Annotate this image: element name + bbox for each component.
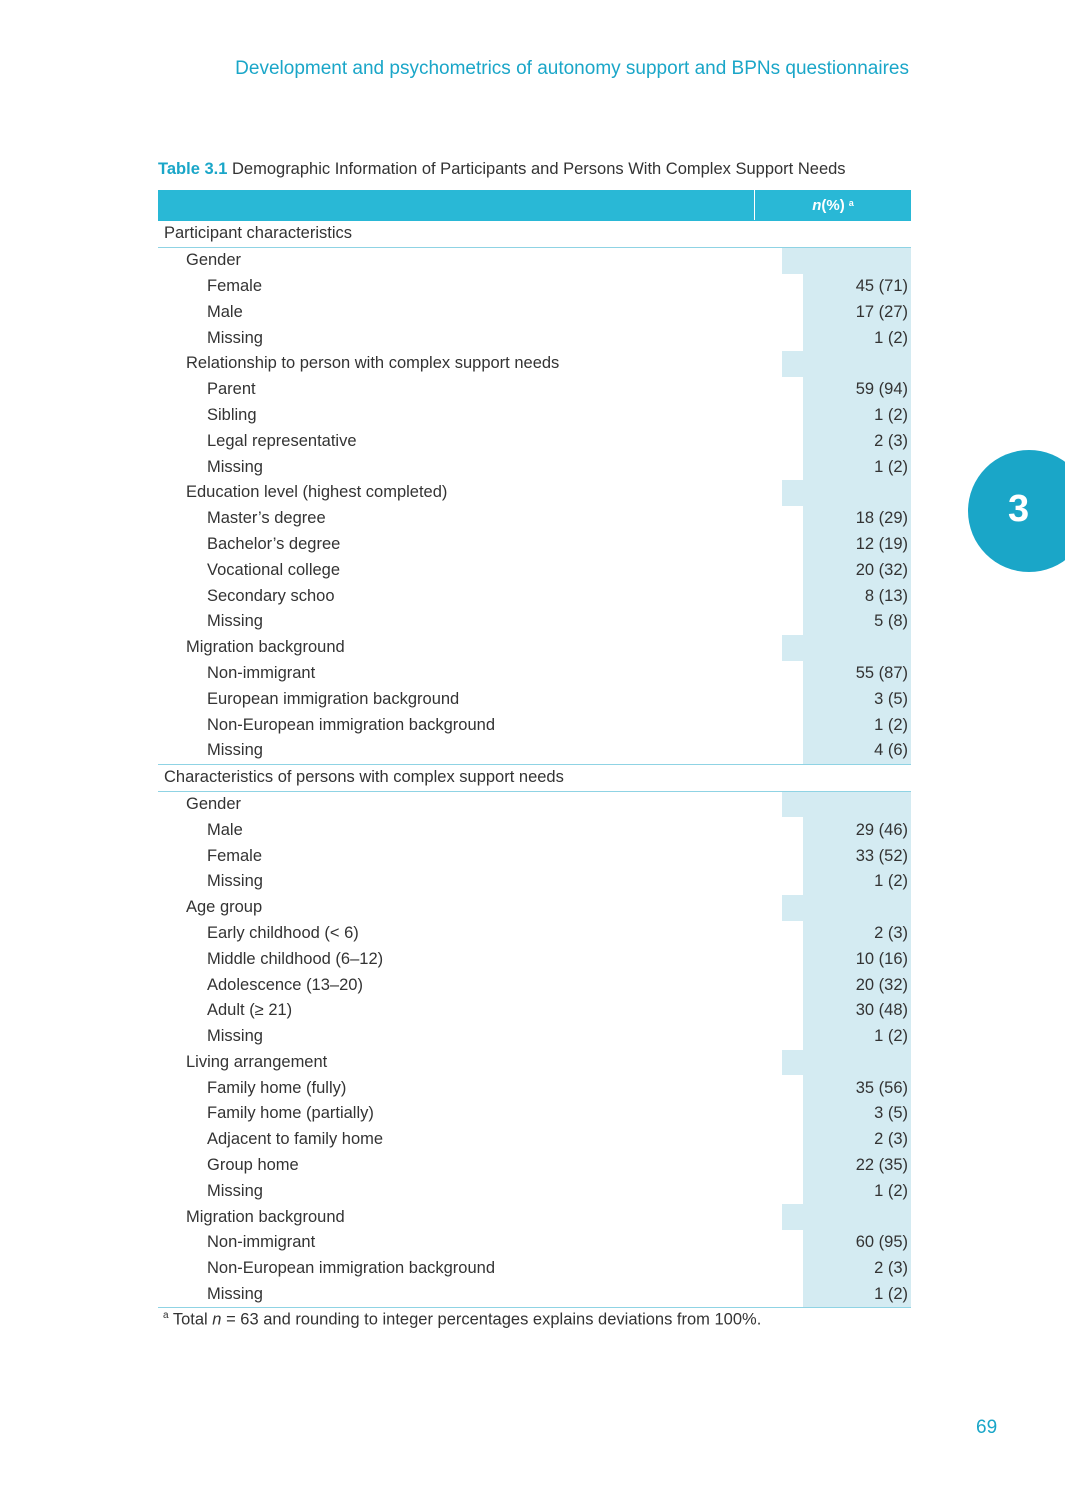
table-label: Table 3.1: [158, 160, 228, 178]
table-row: [158, 1153, 911, 1179]
table-row: [158, 428, 911, 454]
row-value-cell: [803, 869, 911, 895]
row-value: 1 (2): [874, 1027, 908, 1046]
table-row: [158, 325, 911, 351]
chapter-number: 3: [1008, 488, 1030, 530]
table-body: [158, 221, 911, 1308]
table-row: [158, 712, 911, 738]
row-value-cell: [803, 1282, 911, 1308]
row-value-cell: [803, 532, 911, 558]
row-value: 20 (32): [855, 975, 908, 994]
row-value: 55 (87): [855, 663, 908, 682]
row-value-cell: [803, 843, 911, 869]
row-value-cell: [803, 609, 911, 635]
row-value: 3 (5): [874, 689, 908, 708]
row-value: 1 (2): [874, 328, 908, 347]
row-value: 59 (94): [855, 380, 908, 399]
table-row: [158, 869, 911, 895]
row-label: Parent: [207, 380, 256, 399]
row-value-cell: [803, 712, 911, 738]
table-group-row: [158, 1050, 911, 1076]
row-value: 2 (3): [874, 1130, 908, 1149]
row-value: 1 (2): [874, 1285, 908, 1304]
table-row: [158, 1127, 911, 1153]
table-row: [158, 1024, 911, 1050]
row-value: 4 (6): [874, 741, 908, 760]
row-label: Living arrangement: [186, 1052, 328, 1071]
table-title: Demographic Information of Participants and Persons With Complex Support Needs: [232, 160, 846, 178]
row-value-cell: [803, 738, 911, 764]
row-value-cell: [803, 428, 911, 454]
row-label: Sibling: [207, 405, 257, 424]
row-value-cell: [803, 274, 911, 300]
row-value: 3 (5): [874, 1104, 908, 1123]
table-header-row: [158, 190, 911, 221]
row-value-cell: [803, 1075, 911, 1101]
header-percent: (%): [821, 196, 845, 214]
row-value-cell: [803, 817, 911, 843]
row-value: 22 (35): [855, 1156, 908, 1175]
footnote-marker: a: [163, 1310, 169, 1321]
row-label: Family home (partially): [207, 1104, 374, 1123]
row-label: Characteristics of persons with complex support needs: [164, 768, 564, 787]
row-value-cell: [803, 506, 911, 532]
row-label: Missing: [207, 612, 263, 631]
header-footnote-marker: a: [848, 198, 854, 208]
row-label: European immigration background: [207, 689, 460, 708]
row-label: Missing: [207, 1181, 263, 1200]
table-row: [158, 686, 911, 712]
page-number: 69: [976, 1417, 998, 1438]
table-row: [158, 1101, 911, 1127]
row-label: Participant characteristics: [164, 224, 352, 243]
row-label: Secondary schoo: [207, 586, 335, 605]
table-footnote: [163, 1310, 761, 1330]
table-section-row: [158, 765, 911, 792]
table-row: [158, 817, 911, 843]
row-value: 5 (8): [874, 612, 908, 631]
row-value-cell: [803, 377, 911, 403]
footnote-text: = 63 and rounding to integer percentages explains deviations from 100%.: [221, 1310, 762, 1329]
table-row: [158, 921, 911, 947]
row-label: Adolescence (13–20): [207, 975, 363, 994]
table-row: [158, 738, 911, 765]
chapter-tab: [968, 450, 1065, 572]
table-row: [158, 1075, 911, 1101]
row-label: Education level (highest completed): [186, 483, 448, 502]
footnote-n: n: [212, 1310, 222, 1329]
header-value-cell: [755, 190, 911, 220]
row-value-cell: [803, 1230, 911, 1256]
row-value: 1 (2): [874, 872, 908, 891]
row-value: 2 (3): [874, 431, 908, 450]
table-row: [158, 506, 911, 532]
table-row: [158, 532, 911, 558]
row-value-cell: [803, 946, 911, 972]
header-label-cell: [158, 190, 754, 220]
row-label: Male: [207, 820, 243, 839]
row-label: Missing: [207, 328, 263, 347]
table-caption: [158, 160, 918, 179]
row-label: Female: [207, 846, 263, 865]
row-label: Migration background: [186, 638, 345, 657]
row-value: 29 (46): [855, 820, 908, 839]
row-value: 2 (3): [874, 1259, 908, 1278]
row-value-cell: [803, 325, 911, 351]
table-row: [158, 1230, 911, 1256]
demographics-table: [158, 190, 911, 1308]
row-value: 8 (13): [864, 586, 908, 605]
row-value-cell: [803, 661, 911, 687]
row-value-cell: [803, 998, 911, 1024]
row-label: Adult (≥ 21): [207, 1001, 293, 1020]
table-row: [158, 609, 911, 635]
table-row: [158, 403, 911, 429]
row-label: Master’s degree: [207, 509, 326, 528]
row-value: 35 (56): [855, 1078, 908, 1097]
row-label: Age group: [186, 898, 263, 917]
row-label: Group home: [207, 1156, 299, 1175]
row-value-cell: [803, 454, 911, 480]
row-label: Vocational college: [207, 560, 341, 579]
row-value-cell: [803, 1153, 911, 1179]
table-group-row: [158, 351, 911, 377]
row-value-cell: [782, 248, 911, 274]
row-label: Migration background: [186, 1207, 345, 1226]
row-label: Gender: [186, 794, 242, 813]
row-value-cell: [803, 299, 911, 325]
table-group-row: [158, 895, 911, 921]
row-label: Family home (fully): [207, 1078, 347, 1097]
row-value-cell: [782, 1204, 911, 1230]
row-value: 1 (2): [874, 715, 908, 734]
table-row: [158, 972, 911, 998]
row-value-cell: [803, 1127, 911, 1153]
table-row: [158, 454, 911, 480]
row-label: Female: [207, 276, 263, 295]
row-label: Non-European immigration background: [207, 1259, 495, 1278]
table-group-row: [158, 480, 911, 506]
table-group-row: [158, 635, 911, 661]
row-value: 30 (48): [855, 1001, 908, 1020]
row-value-cell: [782, 895, 911, 921]
row-value-cell: [760, 765, 911, 791]
row-value-cell: [803, 583, 911, 609]
row-label: Gender: [186, 251, 242, 270]
table-row: [158, 377, 911, 403]
row-value-cell: [803, 403, 911, 429]
table-row: [158, 946, 911, 972]
table-row: [158, 1282, 911, 1309]
row-value: 60 (95): [855, 1233, 908, 1252]
row-value-cell: [760, 221, 911, 247]
row-label: Non-immigrant: [207, 1233, 316, 1252]
row-label: Male: [207, 302, 243, 321]
table-row: [158, 1256, 911, 1282]
row-value: 2 (3): [874, 923, 908, 942]
row-label: Non-European immigration background: [207, 715, 495, 734]
table-row: [158, 843, 911, 869]
row-value: 18 (29): [855, 509, 908, 528]
table-row: [158, 998, 911, 1024]
table-row: [158, 583, 911, 609]
row-value-cell: [803, 972, 911, 998]
row-label: Early childhood (< 6): [207, 923, 359, 942]
row-value: 45 (71): [855, 276, 908, 295]
table-row: [158, 661, 911, 687]
table-group-row: [158, 792, 911, 818]
table-group-row: [158, 248, 911, 274]
table-section-row: [158, 221, 911, 248]
row-value-cell: [782, 480, 911, 506]
row-value: 33 (52): [855, 846, 908, 865]
row-value: 12 (19): [855, 534, 908, 553]
row-label: Bachelor’s degree: [207, 534, 341, 553]
row-label: Missing: [207, 1027, 263, 1046]
row-label: Non-immigrant: [207, 663, 316, 682]
row-value-cell: [803, 1256, 911, 1282]
row-value-cell: [782, 1050, 911, 1076]
row-value: 10 (16): [855, 949, 908, 968]
table-row: [158, 1178, 911, 1204]
table-row: [158, 557, 911, 583]
row-label: Missing: [207, 741, 263, 760]
row-value: 1 (2): [874, 457, 908, 476]
row-label: Adjacent to family home: [207, 1130, 384, 1149]
table-row: [158, 274, 911, 300]
table-row: [158, 299, 911, 325]
row-label: Middle childhood (6–12): [207, 949, 384, 968]
row-value: 1 (2): [874, 1181, 908, 1200]
row-value-cell: [782, 351, 911, 377]
row-label: Missing: [207, 872, 263, 891]
row-value-cell: [782, 635, 911, 661]
header-n: n: [812, 196, 822, 214]
row-value-cell: [803, 1178, 911, 1204]
row-value-cell: [803, 557, 911, 583]
row-value: 17 (27): [855, 302, 908, 321]
row-value-cell: [803, 1101, 911, 1127]
row-label: Missing: [207, 457, 263, 476]
row-value-cell: [803, 1024, 911, 1050]
row-label: Legal representative: [207, 431, 357, 450]
row-value: 1 (2): [874, 405, 908, 424]
row-value-cell: [803, 921, 911, 947]
table-group-row: [158, 1204, 911, 1230]
row-value: 20 (32): [855, 560, 908, 579]
row-label: Missing: [207, 1285, 263, 1304]
row-label: Relationship to person with complex support needs: [186, 354, 560, 373]
footnote-pre: Total: [168, 1310, 213, 1329]
row-value-cell: [803, 686, 911, 712]
row-value-cell: [782, 792, 911, 818]
running-header: Development and psychometrics of autonomy support and BPNs questionnaires: [235, 58, 909, 79]
